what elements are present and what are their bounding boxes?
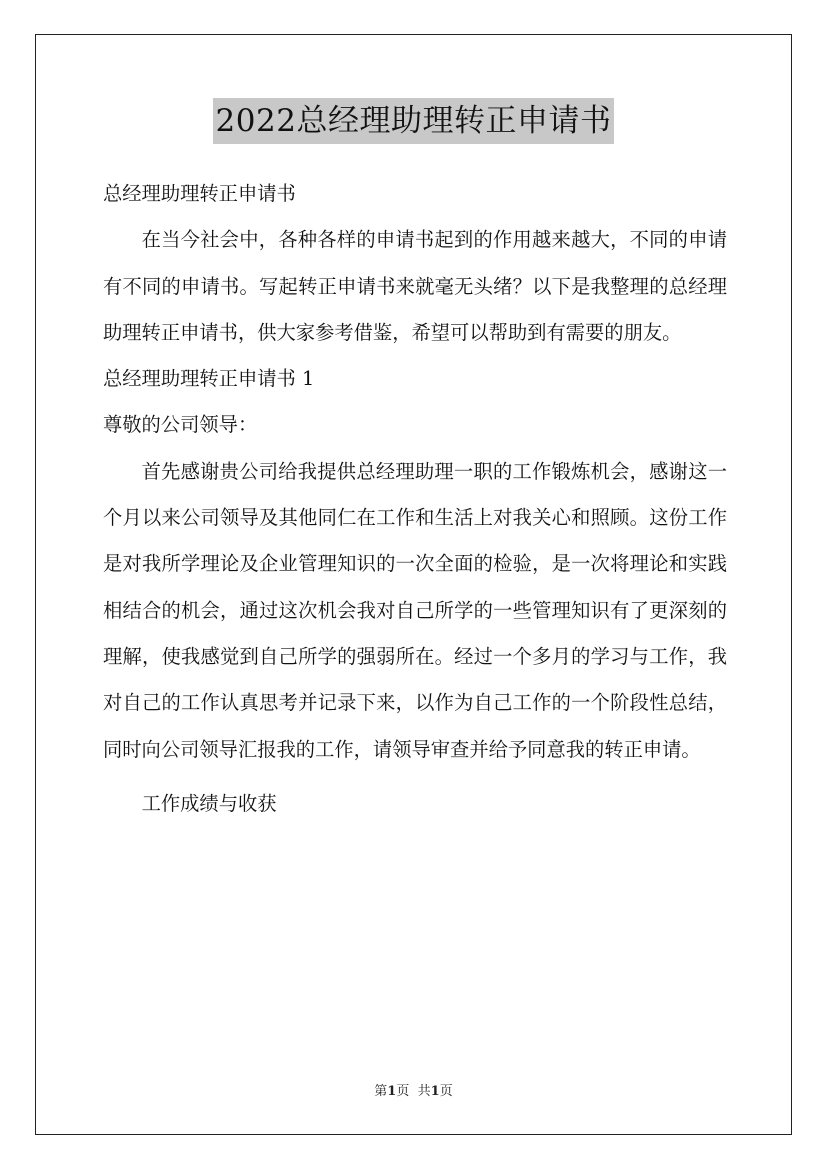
page-footer xyxy=(0,1083,827,1101)
subsection-heading: 工作成绩与收获 xyxy=(141,791,277,815)
total-prefix: 共 xyxy=(417,1084,431,1099)
body-paragraph: 首先感谢贵公司给我提供总经理助理一职的工作锻炼机会，感谢这一个月以来公司领导及其他同仁在工作和生活上对我关心和照顾。这份工作是对我所学理论及企业管理知识的一次全面的检验，是一次将理论和实践相结合的机会，通过这次机会我对自己所学的一些管理知识有了更深刻的理解，使我感觉到自己所学的强弱所在。经过一个多月的学习与工作，我对自己的工作认真思考并记录下来，以作为自己工作的一个阶段性总结，同时向公司领导汇报我的工作，请领导审查并给予同意我的转正申请。 xyxy=(103,459,727,761)
page-number: 1 xyxy=(387,1084,397,1099)
intro-paragraph: 在当今社会中，各种各样的申请书起到的作用越来越大，不同的申请有不同的申请书。写起转正申请书来就毫无头绪？以下是我整理的总经理助理转正申请书，供大家参考借鉴，希望可以帮助到有需要的朋友。 xyxy=(103,228,727,344)
section-heading: 总经理助理转正申请书 1 xyxy=(103,367,315,391)
title-wrap xyxy=(0,98,827,144)
subtitle-paragraph: 总经理助理转正申请书 xyxy=(103,182,296,205)
document-title: 2022总经理助理转正申请书 xyxy=(213,98,615,144)
page-prefix: 第 xyxy=(374,1084,388,1099)
document-body xyxy=(103,171,727,827)
salutation: 尊敬的公司领导： xyxy=(103,413,258,437)
total-pages: 1 xyxy=(430,1084,440,1099)
total-suffix: 页 xyxy=(439,1084,453,1099)
page-suffix: 页 xyxy=(396,1084,410,1099)
